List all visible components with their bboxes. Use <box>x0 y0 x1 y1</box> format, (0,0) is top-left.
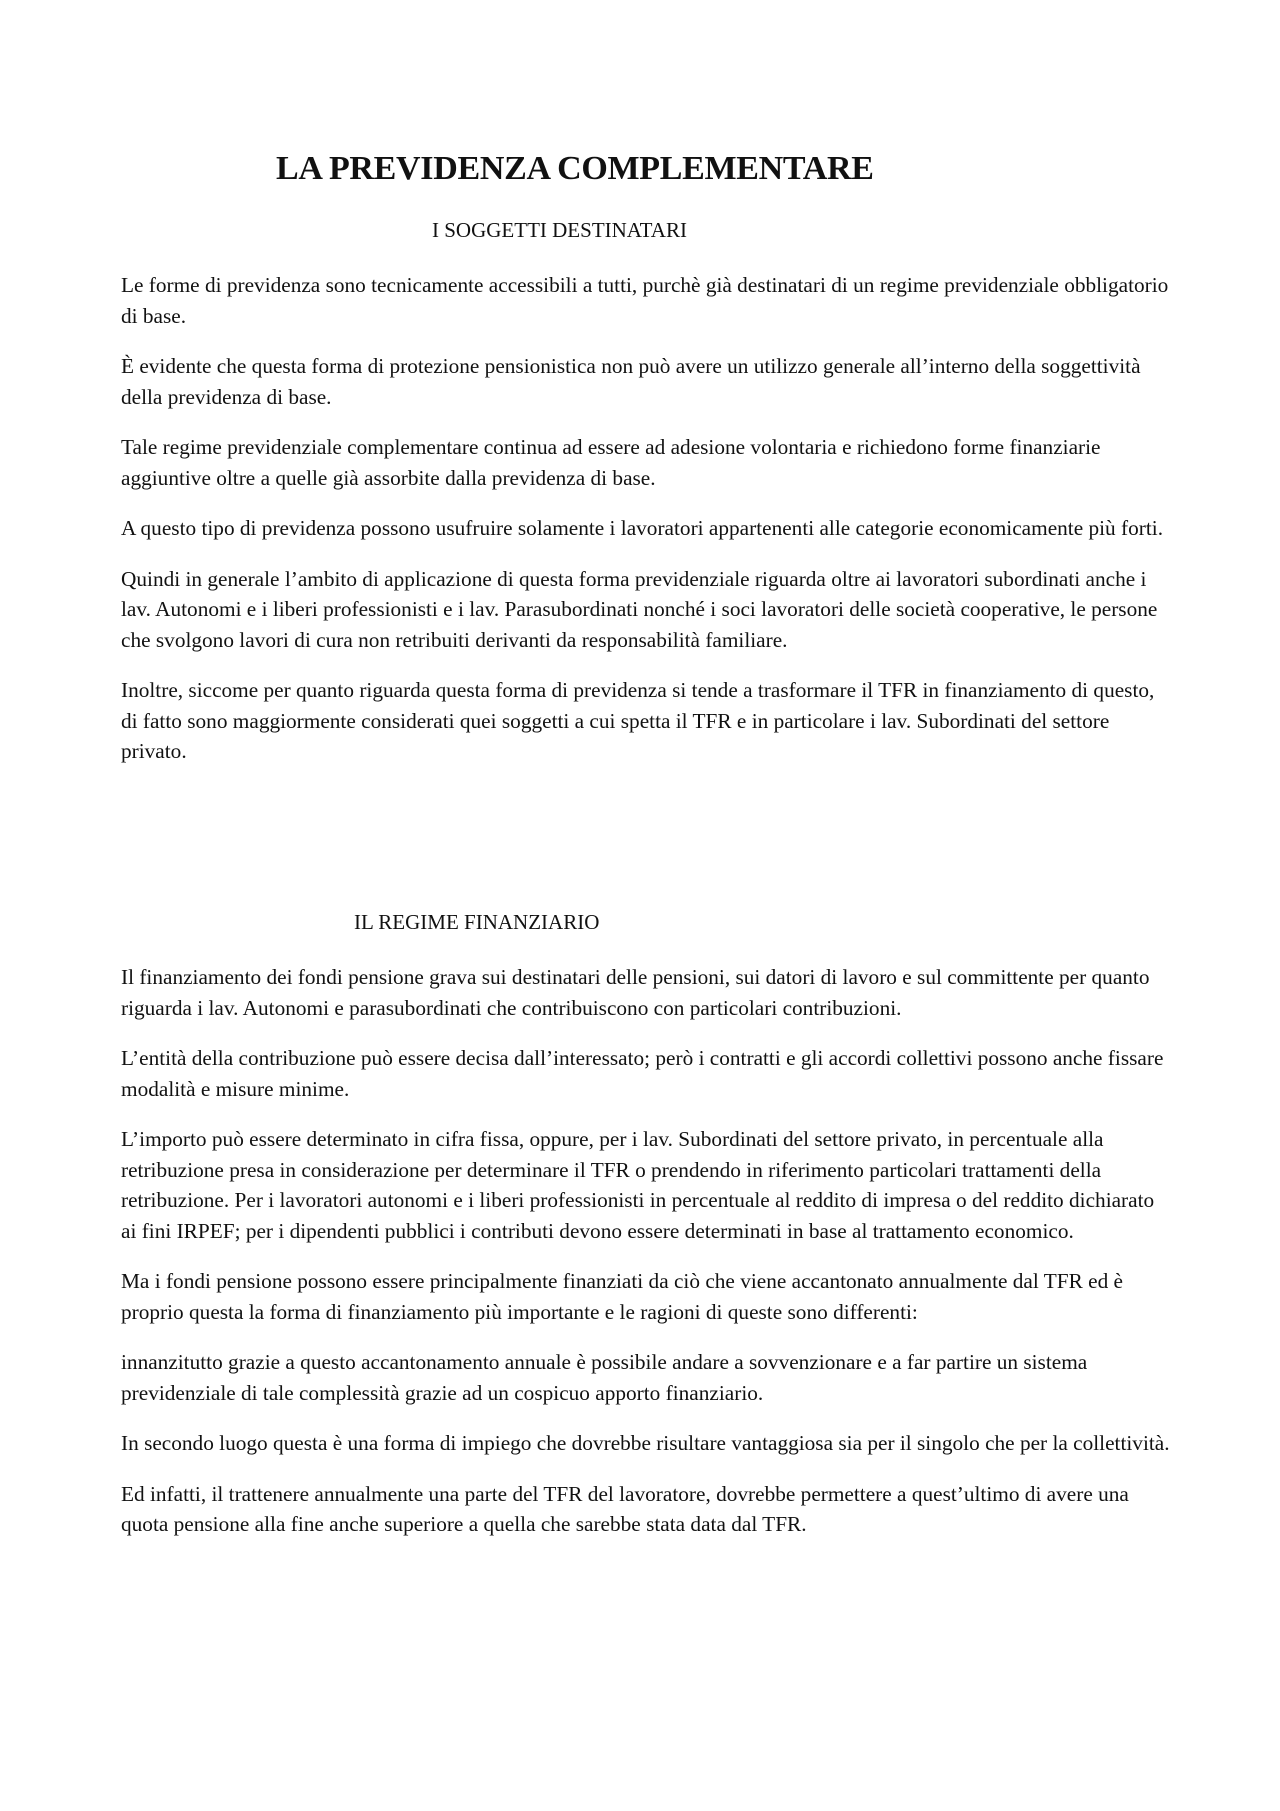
section-body-soggetti-destinatari <box>121 270 1171 787</box>
section-heading-regime-finanziario: IL REGIME FINANZIARIO <box>354 910 600 934</box>
paragraph: innanzitutto grazie a questo accantonamento annuale è possibile andare a sovvenzionare e a far partire un sistema previdenziale di tale complessità grazie ad un cospicuo apporto finanziario. <box>121 1350 1088 1405</box>
paragraph: Il finanziamento dei fondi pensione grava sui destinatari delle pensioni, sui datori di lavoro e sul committente per quanto riguarda i lav. Autonomi e parasubordinati che contribuiscono con particolari contribuzioni. <box>121 965 1150 1020</box>
paragraph: L’entità della contribuzione può essere decisa dall’interessato; però i contratti e gli accordi collettivi possono anche fissare modalità e misure minime. <box>121 1046 1164 1101</box>
paragraph: Ed infatti, il trattenere annualmente una parte del TFR del lavoratore, dovrebbe permettere a quest’ultimo di avere una quota pensione alla fine anche superiore a quella che sarebbe stata data dal TFR. <box>121 1481 1129 1536</box>
section-heading-soggetti-destinatari: I SOGGETTI DESTINATARI <box>432 218 687 242</box>
paragraph: Quindi in generale l’ambito di applicazione di questa forma previdenziale riguarda oltre ai lavoratori subordinati anche i lav. Autonomi e i liberi professionisti e i lav. Parasubordinati nonché i soci lavoratori delle società cooperative, le persone che svolgono lavori di cura non retribuiti derivanti da responsabilità familiare. <box>121 566 1158 652</box>
paragraph: Tale regime previdenziale complementare continua ad essere ad adesione volontaria e richiedono forme finanziarie aggiuntive oltre a quelle già assorbite dalla previdenza di base. <box>121 435 1101 490</box>
paragraph: Inoltre, siccome per quanto riguarda questa forma di previdenza si tende a trasformare il TFR in finanziamento di questo, di fatto sono maggiormente considerati quei soggetti a cui spetta il TFR e in particolare i lav. Subordinati del settore privato. <box>121 678 1155 763</box>
paragraph: A questo tipo di previdenza possono usufruire solamente i lavoratori appartenenti alle categorie economicamente più forti. <box>121 516 1164 540</box>
paragraph: L’importo può essere determinato in cifra fissa, oppure, per i lav. Subordinati del settore privato, in percentuale alla retribuzione presa in considerazione per determinare il TFR o prendendo in riferimento particolari trattamenti della retribuzione. Per i lavoratori autonomi e i liberi professionisti in percentuale al reddito di impresa o del reddito dichiarato ai fini IRPEF; per i dipendenti pubblici i contributi devono essere determinati in base al trattamento economico. <box>121 1127 1155 1243</box>
section-body-regime-finanziario <box>121 962 1171 1560</box>
document-title: LA PREVIDENZA COMPLEMENTARE <box>276 150 874 187</box>
paragraph: Le forme di previdenza sono tecnicamente accessibili a tutti, purchè già destinatari di un regime previdenziale obbligatorio di base. <box>121 273 1169 328</box>
paragraph: Ma i fondi pensione possono essere principalmente finanziati da ciò che viene accantonato annualmente dal TFR ed è proprio questa la forma di finanziamento più importante e le ragioni di queste sono differenti: <box>121 1269 1123 1324</box>
paragraph: È evidente che questa forma di protezione pensionistica non può avere un utilizzo generale all’interno della soggettività della previdenza di base. <box>121 354 1141 409</box>
paragraph: In secondo luogo questa è una forma di impiego che dovrebbe risultare vantaggiosa sia per il singolo che per la collettività. <box>121 1431 1170 1455</box>
